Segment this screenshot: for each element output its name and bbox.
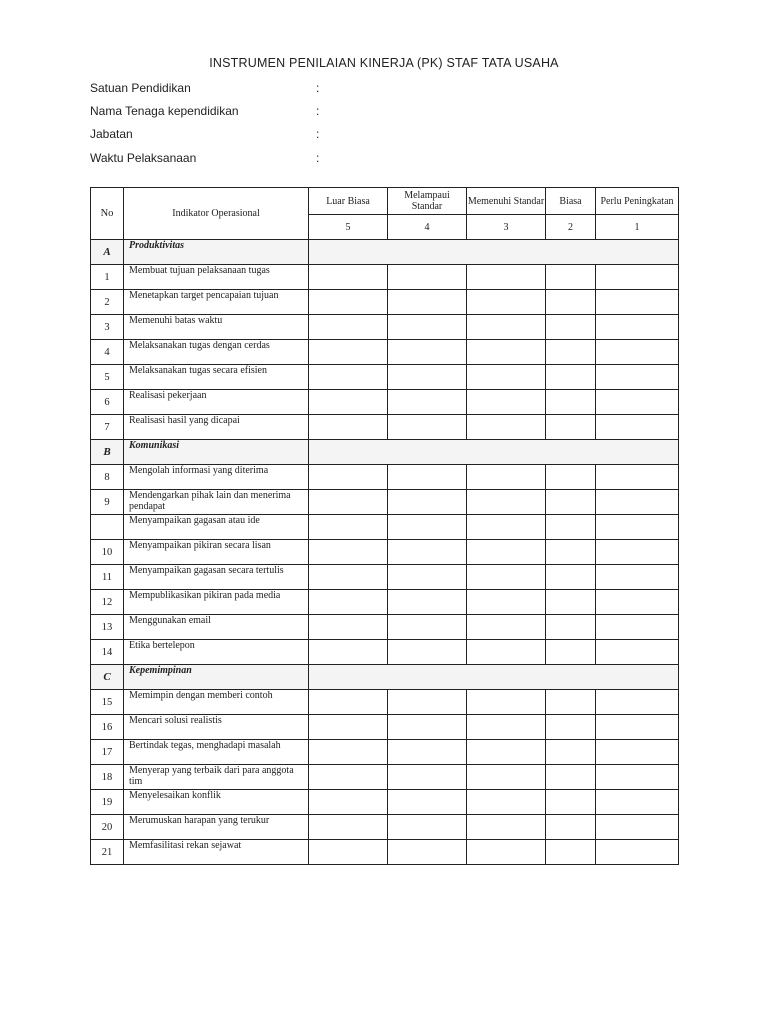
rating-cell[interactable] xyxy=(546,640,596,665)
rating-cell[interactable] xyxy=(388,515,467,540)
rating-cell[interactable] xyxy=(467,265,546,290)
rating-cell[interactable] xyxy=(546,540,596,565)
rating-cell[interactable] xyxy=(388,490,467,515)
rating-cell[interactable] xyxy=(388,640,467,665)
rating-cell[interactable] xyxy=(467,315,546,340)
rating-cell[interactable] xyxy=(467,640,546,665)
document-title: INSTRUMEN PENILAIAN KINERJA (PK) STAF TATA USAHA xyxy=(209,56,559,70)
rating-cell[interactable] xyxy=(596,340,679,365)
header-indicator: Indikator Operasional xyxy=(124,188,309,240)
table-row xyxy=(91,540,679,565)
rating-cell[interactable] xyxy=(596,690,679,715)
rating-cell[interactable] xyxy=(388,390,467,415)
rating-cell[interactable] xyxy=(546,265,596,290)
rating-cell[interactable] xyxy=(388,715,467,740)
rating-cell[interactable] xyxy=(467,490,546,515)
table-row xyxy=(91,740,679,765)
indicator-text: Menyampaikan pikiran secara lisan xyxy=(124,540,309,565)
rating-cell[interactable] xyxy=(546,315,596,340)
rating-cell[interactable] xyxy=(596,315,679,340)
header-rating-perlu-peningkatan: Perlu Peningkatan xyxy=(596,188,679,215)
section-row xyxy=(91,440,679,465)
rating-cell[interactable] xyxy=(546,790,596,815)
row-number: 5 xyxy=(91,365,124,390)
indicator-text: Mengolah informasi yang diterima xyxy=(124,465,309,490)
rating-cell[interactable] xyxy=(309,490,388,515)
rating-cell[interactable] xyxy=(309,690,388,715)
row-number: 7 xyxy=(91,415,124,440)
row-number: 14 xyxy=(91,640,124,665)
table-row xyxy=(91,565,679,590)
row-number: 12 xyxy=(91,590,124,615)
rating-cell[interactable] xyxy=(388,315,467,340)
indicator-text: Melaksanakan tugas dengan cerdas xyxy=(124,340,309,365)
section-blank xyxy=(309,240,679,265)
rating-cell[interactable] xyxy=(467,290,546,315)
table-row xyxy=(91,290,679,315)
rating-cell[interactable] xyxy=(309,640,388,665)
row-number: 19 xyxy=(91,790,124,815)
table-row xyxy=(91,690,679,715)
indicator-text: Memimpin dengan memberi contoh xyxy=(124,690,309,715)
row-number: 16 xyxy=(91,715,124,740)
indicator-text: Merumuskan harapan yang terukur xyxy=(124,815,309,840)
section-row xyxy=(91,665,679,690)
rating-cell[interactable] xyxy=(388,615,467,640)
rating-cell[interactable] xyxy=(467,740,546,765)
rating-cell[interactable] xyxy=(546,565,596,590)
table-row xyxy=(91,590,679,615)
rating-cell[interactable] xyxy=(596,640,679,665)
rating-cell[interactable] xyxy=(388,590,467,615)
rating-cell[interactable] xyxy=(596,715,679,740)
table-row xyxy=(91,840,679,865)
rating-cell[interactable] xyxy=(467,565,546,590)
rating-cell[interactable] xyxy=(546,290,596,315)
table-row xyxy=(91,640,679,665)
rating-cell[interactable] xyxy=(546,615,596,640)
table-row xyxy=(91,265,679,290)
indicator-text: Menyelesaikan konflik xyxy=(124,790,309,815)
rating-cell[interactable] xyxy=(388,265,467,290)
rating-cell[interactable] xyxy=(388,290,467,315)
indicator-text: Melaksanakan tugas secara efisien xyxy=(124,365,309,390)
table-row xyxy=(91,415,679,440)
header-score: 5 xyxy=(309,215,388,240)
indicator-text: Mempublikasikan pikiran pada media xyxy=(124,590,309,615)
row-number: 18 xyxy=(91,765,124,790)
rating-cell[interactable] xyxy=(467,840,546,865)
table-row xyxy=(91,315,679,340)
table-row xyxy=(91,490,679,515)
table-row xyxy=(91,465,679,490)
section-letter: B xyxy=(91,440,124,465)
rating-cell[interactable] xyxy=(467,715,546,740)
rating-cell[interactable] xyxy=(546,390,596,415)
indicator-text: Memfasilitasi rekan sejawat xyxy=(124,840,309,865)
rating-cell[interactable] xyxy=(467,515,546,540)
rating-cell[interactable] xyxy=(546,690,596,715)
row-number xyxy=(91,515,124,540)
rating-cell[interactable] xyxy=(596,290,679,315)
rating-cell[interactable] xyxy=(546,465,596,490)
rating-cell[interactable] xyxy=(467,690,546,715)
section-title: Komunikasi xyxy=(124,440,309,465)
field-waktu-pelaksanaan xyxy=(90,151,319,165)
rating-cell[interactable] xyxy=(596,490,679,515)
indicator-text: Etika bertelepon xyxy=(124,640,309,665)
field-label: Nama Tenaga kependidikan xyxy=(90,104,239,118)
rating-cell[interactable] xyxy=(546,840,596,865)
section-letter: C xyxy=(91,665,124,690)
header-rating-memenuhi-standar: Memenuhi Standar xyxy=(467,188,546,215)
field-colon: : xyxy=(316,81,320,95)
rating-cell[interactable] xyxy=(596,365,679,390)
rating-cell[interactable] xyxy=(309,340,388,365)
rating-cell[interactable] xyxy=(467,615,546,640)
section-title: Kepemimpinan xyxy=(124,665,309,690)
rating-cell[interactable] xyxy=(309,590,388,615)
rating-cell[interactable] xyxy=(309,515,388,540)
rating-cell[interactable] xyxy=(467,415,546,440)
section-blank xyxy=(309,440,679,465)
rating-cell[interactable] xyxy=(388,790,467,815)
rating-cell[interactable] xyxy=(596,590,679,615)
indicator-text: Realisasi hasil yang dicapai xyxy=(124,415,309,440)
rating-cell[interactable] xyxy=(546,815,596,840)
header-score: 1 xyxy=(596,215,679,240)
section-blank xyxy=(309,665,679,690)
indicator-text: Menyampaikan gagasan secara tertulis xyxy=(124,565,309,590)
rating-cell[interactable] xyxy=(309,290,388,315)
rating-cell[interactable] xyxy=(309,790,388,815)
rating-cell[interactable] xyxy=(388,540,467,565)
field-colon: : xyxy=(316,104,320,118)
row-number: 6 xyxy=(91,390,124,415)
row-number: 17 xyxy=(91,740,124,765)
rating-cell[interactable] xyxy=(388,840,467,865)
section-row xyxy=(91,240,679,265)
rating-cell[interactable] xyxy=(596,415,679,440)
header-rating-luar-biasa: Luar Biasa xyxy=(309,188,388,215)
table-row xyxy=(91,790,679,815)
rating-cell[interactable] xyxy=(388,765,467,790)
section-letter: A xyxy=(91,240,124,265)
rating-cell[interactable] xyxy=(596,565,679,590)
header-rating-melampaui-standar: Melampaui Standar xyxy=(388,188,467,215)
rating-cell[interactable] xyxy=(596,790,679,815)
indicator-text: Menetapkan target pencapaian tujuan xyxy=(124,290,309,315)
header-score: 4 xyxy=(388,215,467,240)
rating-cell[interactable] xyxy=(309,765,388,790)
field-colon: : xyxy=(316,151,320,165)
rating-cell[interactable] xyxy=(596,615,679,640)
rating-cell[interactable] xyxy=(546,515,596,540)
rating-cell[interactable] xyxy=(309,365,388,390)
table-row xyxy=(91,390,679,415)
field-colon: : xyxy=(316,127,320,141)
rating-cell[interactable] xyxy=(546,365,596,390)
indicator-text: Realisasi pekerjaan xyxy=(124,390,309,415)
table-row xyxy=(91,615,679,640)
header-no: No xyxy=(91,188,124,240)
table-row xyxy=(91,715,679,740)
row-number: 2 xyxy=(91,290,124,315)
row-number: 15 xyxy=(91,690,124,715)
rating-cell[interactable] xyxy=(388,340,467,365)
indicator-text: Mendengarkan pihak lain dan menerima pendapat xyxy=(124,490,309,515)
rating-cell[interactable] xyxy=(388,415,467,440)
table-row xyxy=(91,365,679,390)
rating-cell[interactable] xyxy=(309,840,388,865)
rating-cell[interactable] xyxy=(596,465,679,490)
rating-cell[interactable] xyxy=(309,615,388,640)
row-number: 11 xyxy=(91,565,124,590)
rating-cell[interactable] xyxy=(309,540,388,565)
rating-cell[interactable] xyxy=(388,815,467,840)
rating-cell[interactable] xyxy=(388,565,467,590)
rating-cell[interactable] xyxy=(467,790,546,815)
rating-cell[interactable] xyxy=(467,340,546,365)
rating-cell[interactable] xyxy=(309,565,388,590)
table-row xyxy=(91,515,679,540)
rating-cell[interactable] xyxy=(467,815,546,840)
indicator-text: Menyampaikan gagasan atau ide xyxy=(124,515,309,540)
row-number: 8 xyxy=(91,465,124,490)
field-label: Satuan Pendidikan xyxy=(90,81,191,95)
rating-cell[interactable] xyxy=(546,715,596,740)
rating-cell[interactable] xyxy=(546,340,596,365)
rating-cell[interactable] xyxy=(309,715,388,740)
indicator-text: Membuat tujuan pelaksanaan tugas xyxy=(124,265,309,290)
rating-cell[interactable] xyxy=(596,265,679,290)
rating-cell[interactable] xyxy=(467,590,546,615)
field-satuan-pendidikan xyxy=(90,81,319,95)
rating-cell[interactable] xyxy=(546,765,596,790)
rating-cell[interactable] xyxy=(309,740,388,765)
rating-cell[interactable] xyxy=(546,415,596,440)
rating-cell[interactable] xyxy=(309,465,388,490)
rating-cell[interactable] xyxy=(596,840,679,865)
rating-cell[interactable] xyxy=(388,740,467,765)
row-number: 9 xyxy=(91,490,124,515)
row-number: 1 xyxy=(91,265,124,290)
table-body xyxy=(91,240,679,865)
rating-cell[interactable] xyxy=(546,740,596,765)
rating-cell[interactable] xyxy=(596,540,679,565)
rating-cell[interactable] xyxy=(309,415,388,440)
indicator-text: Memenuhi batas waktu xyxy=(124,315,309,340)
field-jabatan xyxy=(90,127,319,141)
rating-cell[interactable] xyxy=(467,390,546,415)
indicator-text: Menyerap yang terbaik dari para anggota tim xyxy=(124,765,309,790)
field-label: Waktu Pelaksanaan xyxy=(90,151,197,165)
rating-cell[interactable] xyxy=(546,590,596,615)
rating-cell[interactable] xyxy=(309,315,388,340)
header-rating-biasa: Biasa xyxy=(546,188,596,215)
row-number: 13 xyxy=(91,615,124,640)
row-number: 21 xyxy=(91,840,124,865)
indicator-text: Mencari solusi realistis xyxy=(124,715,309,740)
rating-cell[interactable] xyxy=(596,740,679,765)
row-number: 10 xyxy=(91,540,124,565)
header-score: 2 xyxy=(546,215,596,240)
field-nama-tenaga-kependidikan xyxy=(90,104,319,118)
indicator-text: Bertindak tegas, menghadapi masalah xyxy=(124,740,309,765)
rating-cell[interactable] xyxy=(467,765,546,790)
rating-cell[interactable] xyxy=(388,690,467,715)
rating-cell[interactable] xyxy=(596,515,679,540)
table-row xyxy=(91,815,679,840)
table-row xyxy=(91,765,679,790)
row-number: 4 xyxy=(91,340,124,365)
rating-cell[interactable] xyxy=(388,465,467,490)
rating-cell[interactable] xyxy=(388,365,467,390)
row-number: 3 xyxy=(91,315,124,340)
header-score: 3 xyxy=(467,215,546,240)
rating-cell[interactable] xyxy=(467,540,546,565)
field-label: Jabatan xyxy=(90,127,133,141)
rating-cell[interactable] xyxy=(467,465,546,490)
rating-cell[interactable] xyxy=(467,365,546,390)
section-title: Produktivitas xyxy=(124,240,309,265)
rating-cell[interactable] xyxy=(309,815,388,840)
rating-cell[interactable] xyxy=(596,390,679,415)
assessment-table xyxy=(90,187,679,865)
rating-cell[interactable] xyxy=(596,765,679,790)
row-number: 20 xyxy=(91,815,124,840)
rating-cell[interactable] xyxy=(596,815,679,840)
table-row xyxy=(91,340,679,365)
indicator-text: Menggunakan email xyxy=(124,615,309,640)
rating-cell[interactable] xyxy=(546,490,596,515)
rating-cell[interactable] xyxy=(309,265,388,290)
rating-cell[interactable] xyxy=(309,390,388,415)
